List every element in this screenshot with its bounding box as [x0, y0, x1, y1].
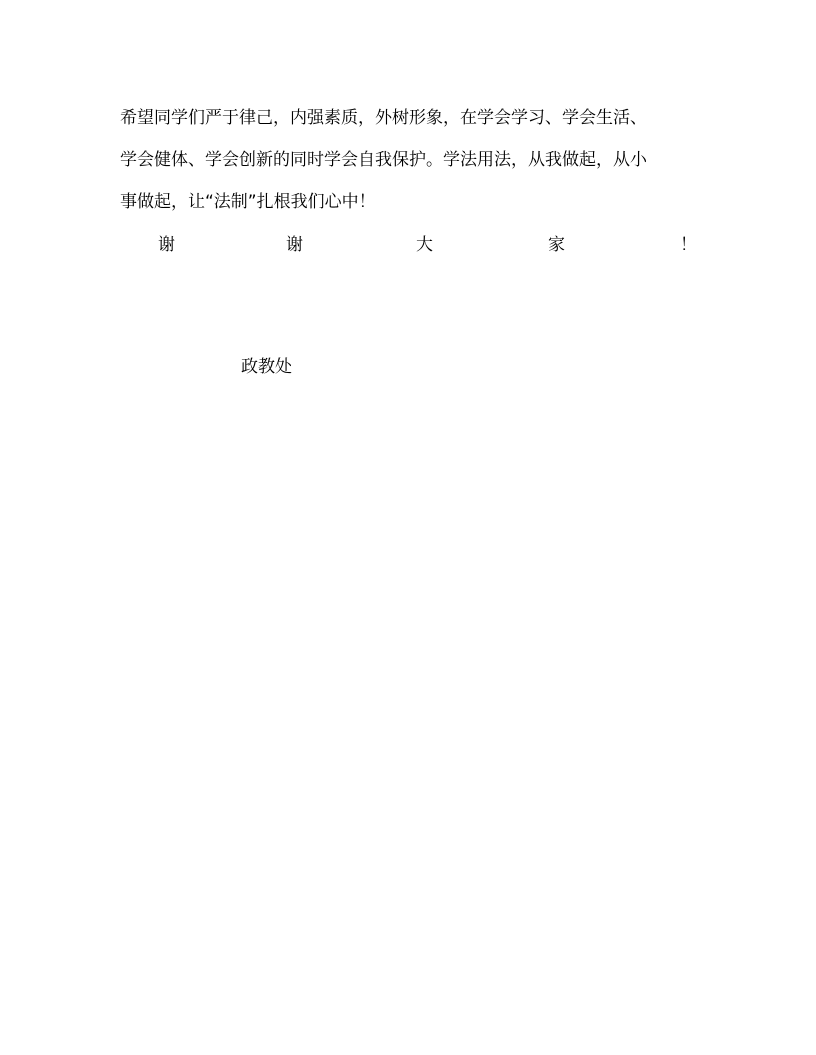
- signature: 政教处: [241, 357, 292, 377]
- closing-char: ！: [680, 235, 697, 255]
- closing-char: 谢: [158, 235, 175, 255]
- paragraph-line: 希望同学们严于律己，内强素质，外树形象，在学会学习、学会生活、: [120, 108, 647, 128]
- closing-line: [120, 235, 700, 257]
- closing-char: 家: [548, 235, 565, 255]
- paragraph-line: 学会健体、学会创新的同时学会自我保护。学法用法，从我做起，从小: [120, 150, 647, 170]
- paragraph-line: 事做起，让“法制”扎根我们心中！: [120, 192, 376, 212]
- closing-char: 谢: [286, 235, 303, 255]
- closing-char: 大: [416, 235, 433, 255]
